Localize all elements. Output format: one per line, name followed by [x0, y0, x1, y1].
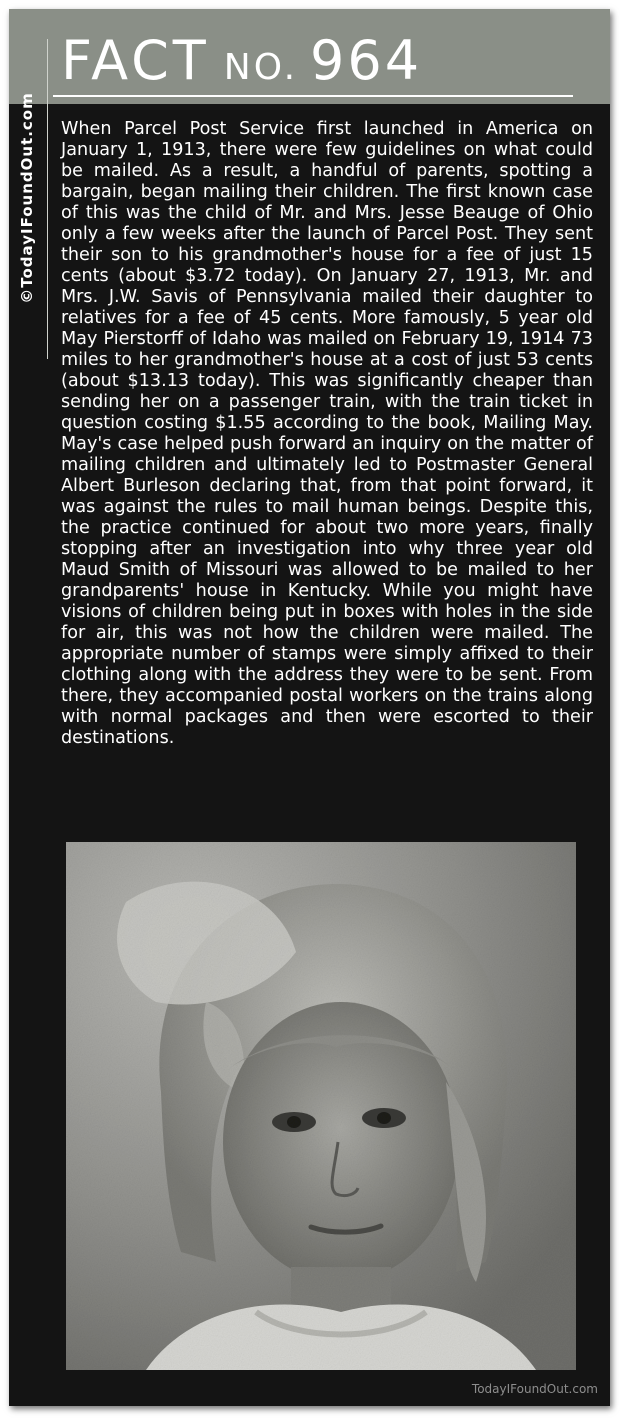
portrait-photo [66, 842, 576, 1370]
number-abbrev: NO. [223, 47, 299, 88]
article-text: When Parcel Post Service first launched in America on January 1, 1913, there were few guidelines on what could be mailed. As a result, a handful of parents, spotting a bargain, began mailing their children. The first known case of this was the child of Mr. and Mrs. Jesse Beauge of Ohio only a few weeks after the launch of Parcel Post. They sent their son to his grandmother's house for a fee of just 15 cents (about $3.72 today). On January 27, 1913, Mr. and Mrs. J.W. Savis of Pennsylvania mailed their daughter to relatives for a fee of 45 cents. More famously, 5 year old May Pierstorff of Idaho was mailed on February 19, 1914 73 miles to her grandmother's house at a cost of just 53 cents (about $13.13 today). This was significantly cheaper than sending her on a passenger train, with the train ticket in question costing $1.55 according to the book, Mailing May. May's case helped push forward an inquiry on the matter of mailing children and ultimately led to Postmaster General Albert Burleson declaring that, from that point forward, it was against the rules to mail human beings. Despite this, the practice continued for about two more years, finally stopping after an investigation into why three year old Maud Smith of Missouri was allowed to be mailed to her grandparents' house in Kentucky. While you might have visions of children being put in boxes with holes in the side for air, this was not how the children were mailed. The appropriate number of stamps were simply affixed to their clothing along with the address they were to be sent. From there, they accompanied postal workers on the trains along with normal packages and then were escorted to their destinations. [61, 119, 593, 748]
side-copyright: ©TodayIFoundOut.com [18, 92, 36, 304]
fact-label: FACT [61, 29, 210, 92]
girl-portrait-image [66, 842, 576, 1370]
fact-number: 964 [310, 29, 423, 92]
fact-card [9, 9, 610, 1406]
side-divider [47, 39, 48, 359]
footer-credit: TodayIFoundOut.com [471, 1382, 598, 1396]
fact-title [61, 29, 422, 92]
header-band [9, 9, 610, 104]
title-underline [53, 95, 573, 97]
